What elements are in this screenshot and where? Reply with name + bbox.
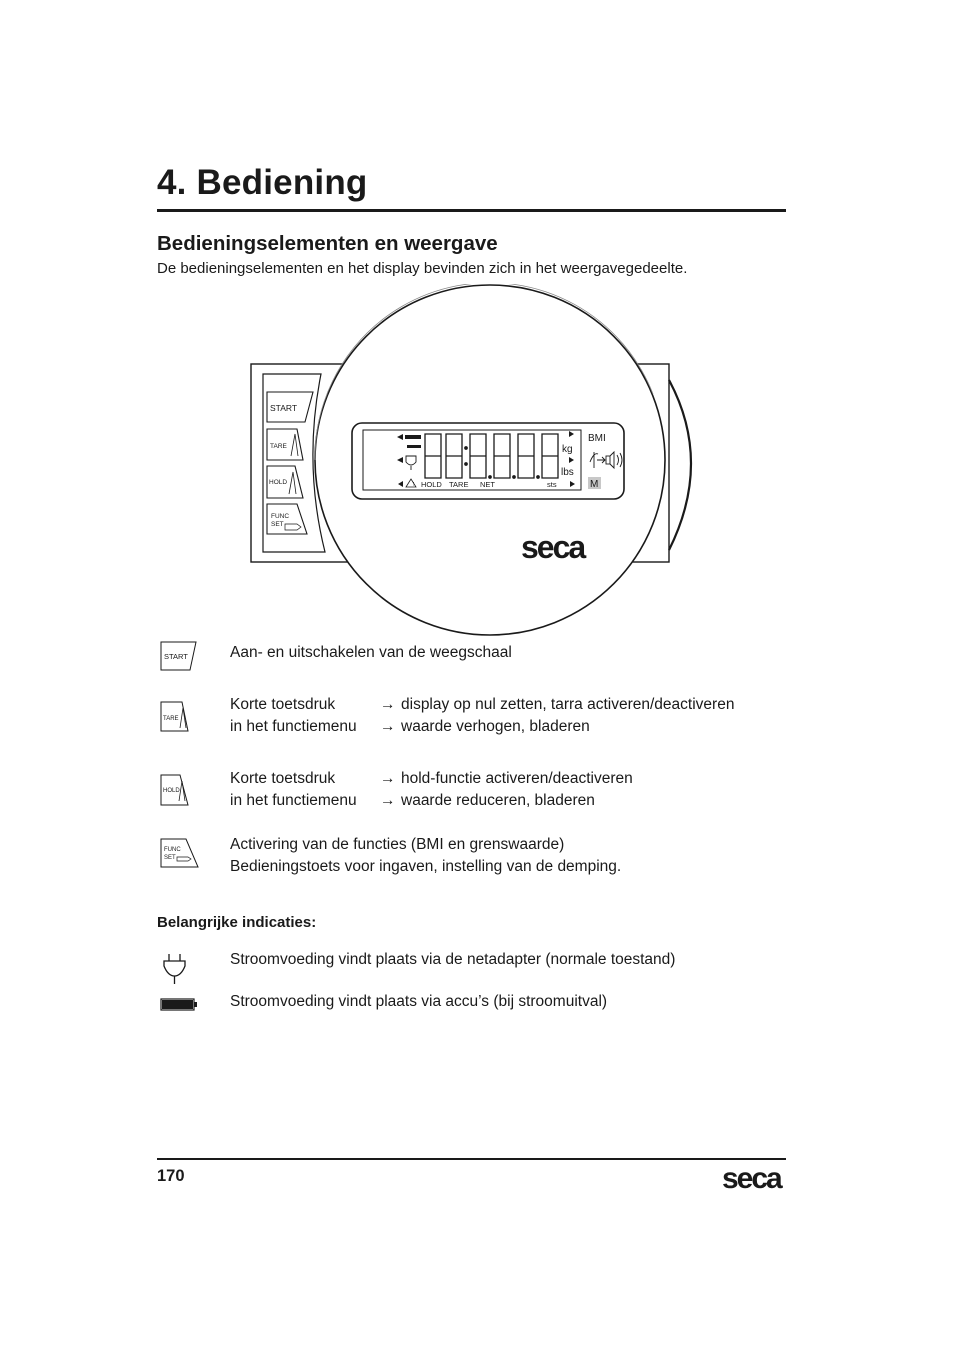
scale-display-illustration bbox=[245, 284, 695, 640]
decimal-dot bbox=[513, 476, 515, 478]
seca-logo: seca bbox=[521, 529, 585, 565]
round-display-window bbox=[315, 285, 665, 635]
unit-kg: kg bbox=[562, 444, 573, 455]
hold-button[interactable] bbox=[267, 466, 303, 498]
tare-button-label: TARE bbox=[270, 443, 287, 450]
unit-lbs: lbs bbox=[561, 467, 574, 478]
hold-row-2-text: waarde reduceren, bladeren bbox=[401, 792, 595, 809]
housing-right-edge bbox=[669, 380, 691, 550]
start-description: Aan- en uitschakelen van de weegschaal bbox=[230, 644, 512, 661]
func-key-label-line2: SET bbox=[164, 855, 176, 861]
tare-button[interactable] bbox=[267, 429, 303, 460]
colon-dot bbox=[465, 447, 467, 449]
hold-row-1-right bbox=[380, 768, 633, 790]
hold-row-1-text: hold-functie activeren/deactiveren bbox=[401, 770, 633, 787]
seca-footer-logo bbox=[720, 1160, 788, 1194]
func-set-key-icon bbox=[160, 837, 200, 869]
hold-row-2-right bbox=[380, 790, 595, 812]
tare-row-1-right bbox=[380, 694, 734, 716]
tare-row-2-text: waarde verhogen, bladeren bbox=[401, 718, 590, 735]
important-indications-heading: Belangrijke indicaties: bbox=[157, 914, 317, 931]
battery-indicator bbox=[405, 435, 421, 439]
section-heading: Bedieningselementen en weergave bbox=[157, 232, 498, 255]
bmi-indicator: BMI bbox=[588, 433, 606, 444]
plug-icon bbox=[161, 952, 189, 986]
hold-button-label: HOLD bbox=[269, 479, 288, 486]
svg-text:!: ! bbox=[413, 482, 415, 488]
intro-text: De bedieningselementen en het display bevinden zich in het weergavegedeelte. bbox=[157, 260, 688, 277]
func-button-label-line2: SET bbox=[271, 521, 284, 528]
title-rule bbox=[157, 209, 786, 212]
hold-key-icon bbox=[160, 773, 190, 807]
decimal-dot bbox=[537, 476, 539, 478]
tare-key-label: TARE bbox=[163, 716, 179, 722]
func-button-label-line1: FUNC bbox=[271, 513, 290, 520]
hold-key-label: HOLD bbox=[163, 788, 180, 794]
func-description-line2: Bedieningstoets voor ingaven, instelling van de demping. bbox=[230, 858, 622, 875]
battery-indication-text: Stroomvoeding vindt plaats via accu’s (bij stroomuitval) bbox=[230, 993, 608, 1010]
footer-rule bbox=[157, 1158, 786, 1160]
tare-row-2-right bbox=[380, 716, 590, 738]
footer-brand: seca bbox=[722, 1162, 781, 1194]
chapter-title: 4. Bediening bbox=[157, 163, 368, 202]
func-set-button[interactable] bbox=[267, 504, 307, 534]
arrow-right-icon: → bbox=[380, 770, 396, 787]
func-key-label-line1: FUNC bbox=[164, 847, 181, 853]
minus-sign-segment bbox=[407, 445, 421, 448]
arrow-right-icon: → bbox=[380, 696, 396, 713]
sts-indicator: sts bbox=[547, 480, 557, 489]
net-indicator: NET bbox=[480, 480, 495, 489]
battery-icon bbox=[160, 997, 200, 1013]
hold-row-2-left: in het functiemenu bbox=[230, 792, 357, 809]
tare-row-1-left: Korte toetsdruk bbox=[230, 696, 336, 713]
decimal-dot bbox=[489, 476, 491, 478]
hold-row-1-left: Korte toetsdruk bbox=[230, 770, 336, 787]
start-key-label: START bbox=[164, 652, 188, 661]
start-key-icon bbox=[160, 640, 200, 672]
adapter-indication-text: Stroomvoeding vindt plaats via de netadapter (normale toestand) bbox=[230, 951, 676, 968]
start-button[interactable] bbox=[267, 392, 313, 422]
tare-key-icon bbox=[160, 700, 190, 734]
tare-row-2-left: in het functiemenu bbox=[230, 718, 357, 735]
page-number: 170 bbox=[157, 1167, 185, 1185]
hold-indicator: HOLD bbox=[421, 480, 442, 489]
start-button-label: START bbox=[270, 403, 298, 413]
func-description-line1: Activering van de functies (BMI en grenswaarde) bbox=[230, 836, 565, 853]
arrow-right-icon: → bbox=[380, 792, 396, 809]
tare-indicator: TARE bbox=[449, 480, 469, 489]
tare-row-1-text: display op nul zetten, tarra activeren/deactiveren bbox=[401, 696, 735, 713]
colon-dot bbox=[465, 463, 467, 465]
arrow-right-icon: → bbox=[380, 718, 396, 735]
memory-indicator: M bbox=[590, 479, 599, 490]
